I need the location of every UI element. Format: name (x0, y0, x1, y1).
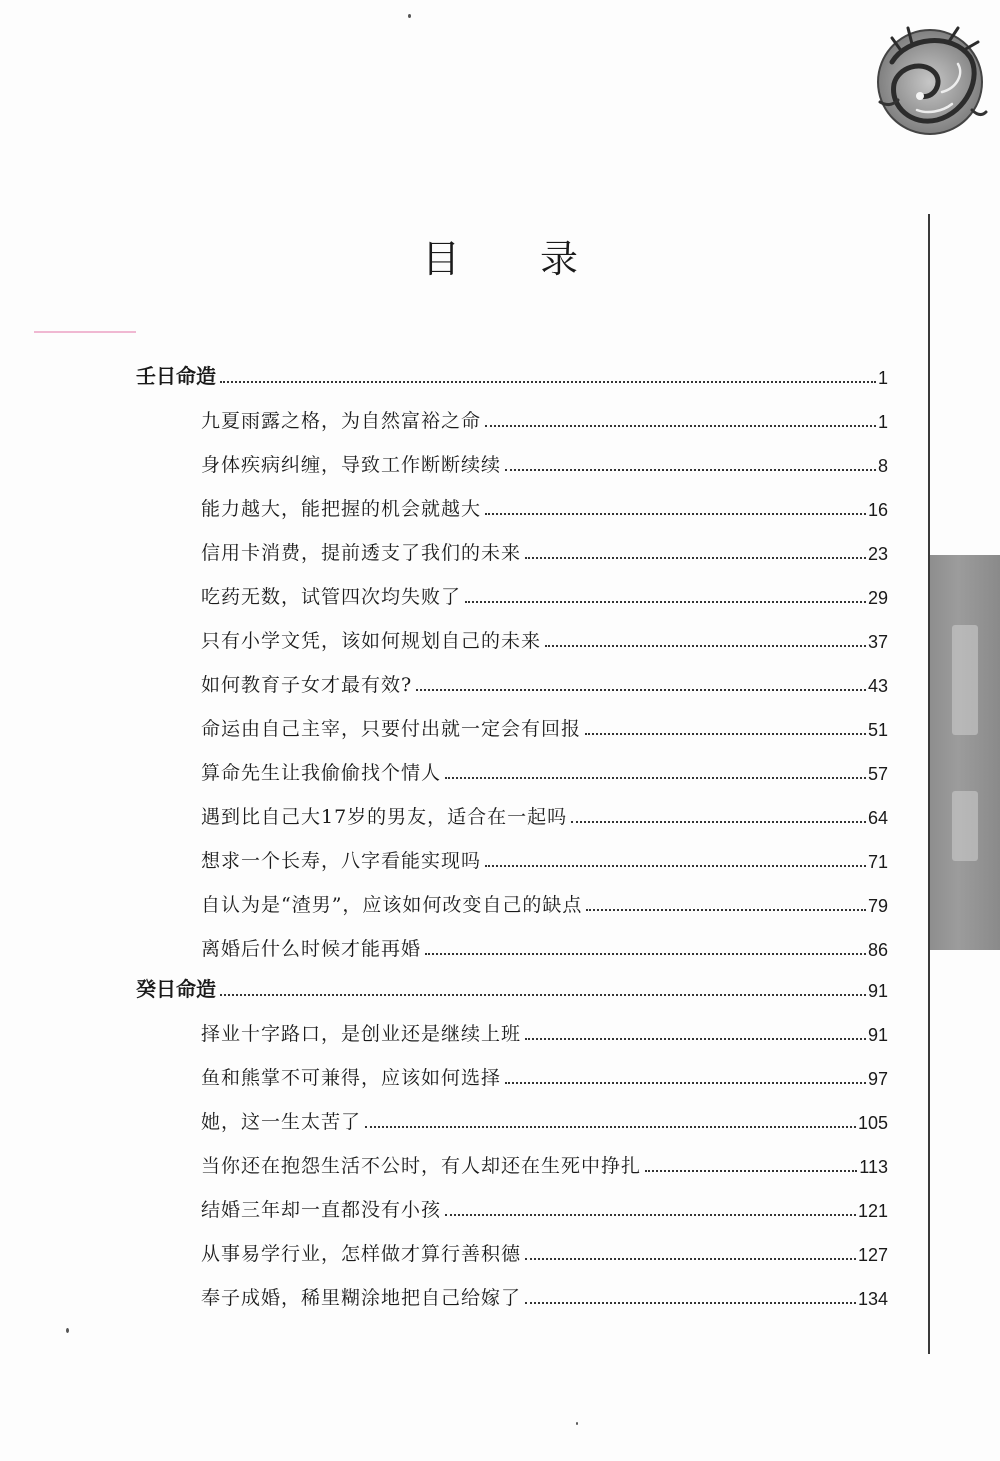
entry-page-number: 86 (867, 940, 888, 960)
toc-chapter[interactable] (136, 968, 888, 1002)
page-title: 目 录 (421, 237, 613, 281)
toc-entry[interactable] (201, 839, 888, 873)
dot-leader (445, 777, 866, 779)
entry-title: 自认为是“渣男”，应该如何改变自己的缺点 (201, 894, 583, 916)
entry-page-number: 57 (867, 764, 888, 784)
entry-page-number: 23 (867, 544, 888, 564)
entry-title: 能力越大，能把握的机会就越大 (201, 498, 482, 520)
dot-leader (525, 1258, 856, 1260)
dot-leader (645, 1170, 857, 1172)
dot-leader (465, 601, 866, 603)
entry-page-number: 127 (857, 1245, 888, 1265)
entry-page-number: 105 (857, 1113, 888, 1133)
dot-leader (571, 821, 866, 823)
chapter-thumb-tab (930, 555, 1000, 950)
toc-entry[interactable] (201, 751, 888, 785)
dot-leader (505, 1082, 866, 1084)
toc-entry[interactable] (201, 1188, 888, 1222)
dot-leader (586, 909, 866, 911)
dot-leader (416, 689, 866, 691)
dot-leader (525, 1038, 866, 1040)
dot-leader (365, 1126, 856, 1128)
entry-title: 结婚三年却一直都没有小孩 (201, 1199, 442, 1221)
decorative-rule (34, 331, 136, 333)
entry-title: 离婚后什么时候才能再婚 (201, 938, 422, 960)
entry-title: 身体疾病纠缠，导致工作断断续续 (201, 454, 502, 476)
toc-entry[interactable] (201, 663, 888, 697)
entry-page-number: 1 (877, 412, 888, 432)
chapter-title: 壬日命造 (136, 364, 216, 388)
dot-leader (525, 1302, 856, 1304)
toc-entry[interactable] (201, 531, 888, 565)
entry-page-number: 91 (867, 1025, 888, 1045)
entry-page-number: 64 (867, 808, 888, 828)
entry-page-number: 16 (867, 500, 888, 520)
dragon-emblem-icon (872, 22, 988, 140)
entry-page-number: 51 (867, 720, 888, 740)
entry-page-number: 29 (867, 588, 888, 608)
toc-entry[interactable] (201, 399, 888, 433)
entry-title: 择业十字路口，是创业还是继续上班 (201, 1023, 522, 1045)
entry-title: 只有小学文凭，该如何规划自己的未来 (201, 630, 542, 652)
toc-entry[interactable] (201, 707, 888, 741)
entry-title: 从事易学行业，怎样做才算行善积德 (201, 1243, 522, 1265)
entry-page-number: 134 (857, 1289, 888, 1309)
entry-title: 九夏雨露之格，为自然富裕之命 (201, 410, 482, 432)
chapter-title: 癸日命造 (136, 977, 216, 1001)
entry-page-number: 113 (859, 1157, 888, 1177)
thumb-tab-glyph (952, 791, 978, 861)
dot-leader (525, 557, 866, 559)
dot-leader (425, 953, 866, 955)
entry-title: 命运由自己主宰，只要付出就一定会有回报 (201, 718, 582, 740)
dot-leader (485, 425, 876, 427)
entry-page-number: 71 (867, 852, 888, 872)
toc-entry[interactable] (201, 1144, 888, 1178)
toc-entry[interactable] (201, 443, 888, 477)
toc-entry[interactable] (201, 927, 888, 961)
dot-leader (485, 865, 866, 867)
entry-page-number: 121 (857, 1201, 888, 1221)
entry-title: 想求一个长寿，八字看能实现吗 (201, 850, 482, 872)
dot-leader (505, 469, 876, 471)
dot-leader (585, 733, 866, 735)
toc-entry[interactable] (201, 619, 888, 653)
chapter-page-number: 1 (877, 368, 888, 388)
entry-page-number: 43 (867, 676, 888, 696)
entry-title: 遇到比自己大17岁的男友，适合在一起吗 (201, 806, 568, 828)
entry-title: 如何教育子女才最有效? (201, 674, 413, 696)
entry-title: 奉子成婚，稀里糊涂地把自己给嫁了 (201, 1287, 522, 1309)
dot-leader (545, 645, 866, 647)
toc-entry[interactable] (201, 795, 888, 829)
entry-page-number: 37 (867, 632, 888, 652)
toc-chapter[interactable] (136, 355, 888, 389)
entry-page-number: 8 (877, 456, 888, 476)
dot-leader (220, 381, 876, 383)
entry-page-number: 97 (867, 1069, 888, 1089)
toc-entry[interactable] (201, 1100, 888, 1134)
chapter-page-number: 91 (867, 981, 888, 1001)
dot-leader (220, 994, 866, 996)
entry-title: 信用卡消费，提前透支了我们的未来 (201, 542, 522, 564)
toc-entry[interactable] (201, 487, 888, 521)
entry-title: 鱼和熊掌不可兼得，应该如何选择 (201, 1067, 502, 1089)
toc-entry[interactable] (201, 1232, 888, 1266)
thumb-tab-glyph (952, 625, 978, 735)
entry-title: 当你还在抱怨生活不公时，有人却还在生死中挣扎 (201, 1155, 642, 1177)
toc-entry[interactable] (201, 575, 888, 609)
toc-entry[interactable] (201, 1012, 888, 1046)
toc-entry[interactable] (201, 1276, 888, 1310)
toc-entry[interactable] (201, 883, 888, 917)
toc-entry[interactable] (201, 1056, 888, 1090)
scan-speck (576, 1422, 578, 1425)
entry-title: 吃药无数，试管四次均失败了 (201, 586, 462, 608)
scan-speck (408, 14, 411, 18)
scan-speck (66, 1328, 69, 1333)
entry-title: 她，这一生太苦了 (201, 1111, 362, 1133)
dot-leader (485, 513, 866, 515)
entry-title: 算命先生让我偷偷找个情人 (201, 762, 442, 784)
entry-page-number: 79 (867, 896, 888, 916)
dot-leader (445, 1214, 856, 1216)
